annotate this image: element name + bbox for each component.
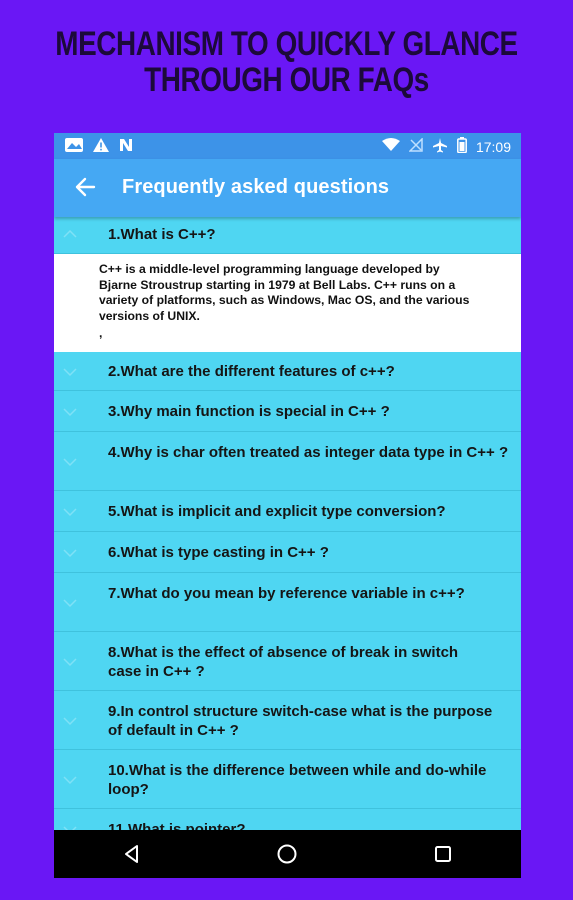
answer-line: C++ is a middle-level programming language developed by	[99, 262, 440, 276]
back-arrow-icon[interactable]	[74, 175, 96, 199]
faq-item-7[interactable]	[54, 573, 521, 632]
faq-item-1[interactable]	[54, 217, 521, 254]
chevron-down-icon	[63, 716, 77, 726]
faq-item-9[interactable]	[54, 691, 521, 750]
nav-back-button[interactable]	[112, 834, 152, 874]
chevron-down-icon	[63, 598, 77, 608]
navigation-bar	[54, 830, 521, 878]
chevron-down-icon	[63, 407, 77, 417]
faq-question: 7.What do you mean by reference variable in c++?	[108, 585, 465, 602]
answer-line: versions of UNIX.	[99, 308, 200, 323]
no-signal-icon	[409, 138, 423, 155]
n-icon	[118, 137, 134, 158]
page-title: Frequently asked questions	[122, 176, 390, 198]
answer-line: Bjarne Stroustrup starting in 1979 at Bell Labs. C++ runs on a	[99, 277, 456, 292]
faq-question: 10.What is the difference between while and do-while loop?	[108, 762, 487, 798]
faq-item-5[interactable]	[54, 491, 521, 532]
faq-question: 3.Why main function is special in C++ ?	[108, 403, 390, 420]
chevron-down-icon	[63, 657, 77, 667]
status-bar	[54, 133, 521, 159]
faq-question: 2.What are the different features of c++?	[108, 363, 395, 380]
promo-headline	[52, 26, 522, 98]
triangle-back-icon	[122, 844, 142, 864]
alert-icon	[92, 137, 110, 158]
square-recents-icon	[433, 844, 453, 864]
faq-item-10[interactable]	[54, 750, 521, 809]
status-time: 17:09	[475, 138, 511, 155]
phone-screen	[54, 133, 521, 878]
faq-item-3[interactable]	[54, 391, 521, 432]
answer-line: variety of platforms, such as Windows, Mac OS, and the various	[99, 293, 470, 307]
faq-answer	[54, 254, 521, 352]
chevron-down-icon	[63, 367, 77, 377]
faq-question: 5.What is implicit and explicit type conversion?	[108, 503, 446, 520]
app-icon	[64, 137, 84, 158]
battery-icon	[457, 137, 467, 156]
nav-recents-button[interactable]	[423, 834, 463, 874]
faq-question: 9.In control structure switch-case what is the purpose of default in C++ ?	[108, 703, 493, 739]
promo-line-1: MECHANISM TO QUICKLY GLANCE	[55, 25, 518, 63]
faq-question: 4.Why is char often treated as integer data type in C++ ?	[108, 444, 509, 461]
faq-item-2[interactable]	[54, 352, 521, 391]
faq-question: 1.What is C++?	[108, 226, 216, 243]
nav-home-button[interactable]	[267, 834, 307, 874]
app-bar	[54, 159, 521, 217]
chevron-down-icon	[63, 775, 77, 785]
circle-home-icon	[276, 843, 298, 865]
chevron-down-icon	[63, 548, 77, 558]
chevron-down-icon	[63, 457, 77, 467]
answer-line: ,	[99, 326, 103, 340]
faq-item-4[interactable]	[54, 432, 521, 491]
faq-list	[54, 217, 521, 850]
chevron-up-icon	[63, 229, 77, 239]
wifi-icon	[382, 138, 400, 155]
faq-item-8[interactable]	[54, 632, 521, 691]
faq-question: 6.What is type casting in C++ ?	[108, 544, 329, 561]
faq-question: 8.What is the effect of absence of break in switch case in C++ ?	[108, 644, 459, 680]
faq-item-6[interactable]	[54, 532, 521, 573]
chevron-down-icon	[63, 507, 77, 517]
promo-line-2: THROUGH OUR FAQs	[144, 61, 429, 99]
airplane-icon	[432, 137, 448, 156]
